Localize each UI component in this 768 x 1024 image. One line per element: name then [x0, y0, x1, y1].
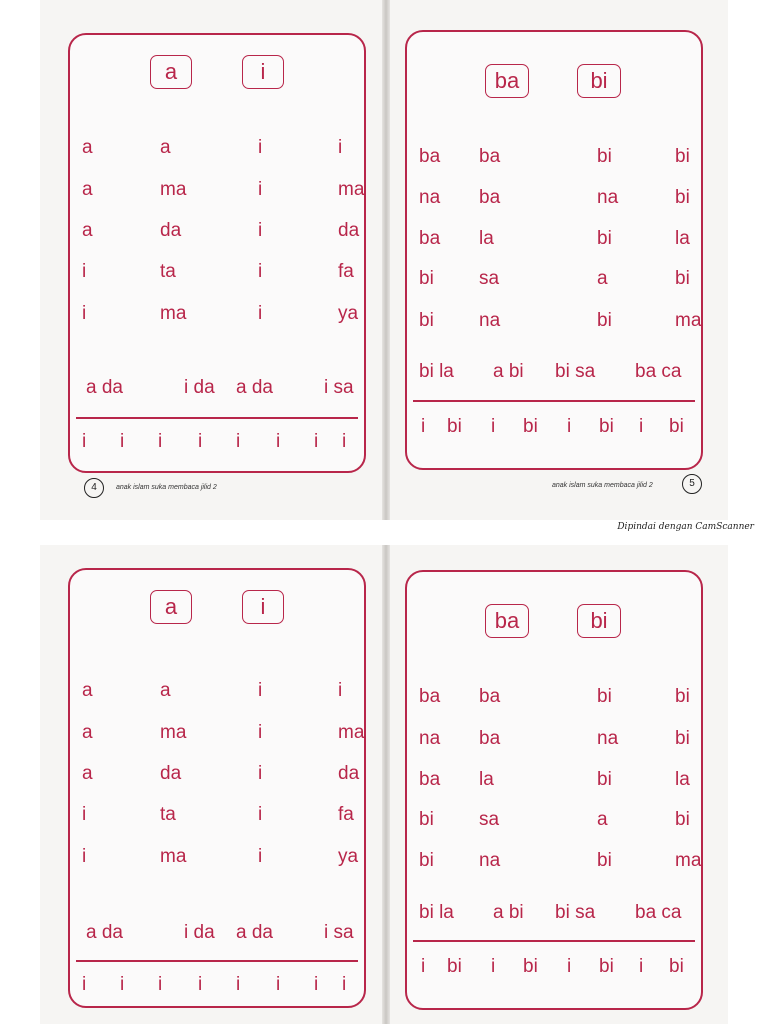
syllable-cell: i [258, 846, 263, 867]
syllable-cell: fa [338, 261, 354, 282]
syllable-cell: bi [675, 686, 690, 707]
syllable-cell: i [258, 220, 263, 241]
bottom-syllable: i [120, 431, 125, 452]
phrase-word: i sa [324, 922, 354, 943]
syllable-cell: ya [338, 846, 359, 867]
divider-line [413, 400, 695, 402]
syllable-cell: bi [419, 310, 434, 331]
syllable-cell: i [82, 303, 87, 324]
bottom-syllable: i [421, 956, 426, 977]
syllable-cell: ma [160, 722, 187, 743]
page-number-4: 4 [84, 478, 104, 498]
book-fold [382, 0, 390, 520]
bottom-syllable: bi [523, 416, 538, 437]
page-number-5: 5 [682, 474, 702, 494]
phrase-word: ba ca [635, 361, 682, 382]
syllable-cell: ba [419, 686, 441, 707]
syllable-cell: da [160, 220, 182, 241]
syllable-cell: ta [160, 804, 176, 825]
syllable-cell: na [597, 728, 619, 749]
phrase-word: bi la [419, 902, 454, 923]
phrase-word: i da [184, 922, 215, 943]
syllable-cell: i [338, 137, 343, 158]
book-fold [382, 545, 390, 1024]
scanner-watermark: Dipindai dengan CamScanner [617, 522, 754, 532]
syllable-cell: ma [338, 722, 365, 743]
header-letter-a: a [150, 55, 192, 89]
syllable-cell: a [82, 137, 93, 158]
bottom-syllable: i [276, 974, 281, 995]
syllable-cell: ma [160, 179, 187, 200]
header-letter-i: i [242, 55, 284, 89]
syllable-cell: bi [675, 268, 690, 289]
right-page-box [405, 570, 703, 1010]
bottom-syllable: i [158, 431, 163, 452]
syllable-cell: na [479, 850, 501, 871]
bottom-syllable: i [567, 416, 572, 437]
syllable-cell: da [160, 763, 182, 784]
bottom-syllable: i [342, 974, 347, 995]
syllable-cell: bi [597, 310, 612, 331]
syllable-cell: a [82, 763, 93, 784]
bottom-syllable: i [491, 956, 496, 977]
syllable-cell: i [82, 846, 87, 867]
phrase-word: a bi [493, 361, 524, 382]
syllable-cell: bi [597, 228, 612, 249]
syllable-cell: ta [160, 261, 176, 282]
page-footer: anak islam suka membaca jilid 2 [116, 484, 217, 491]
bottom-syllable: i [342, 431, 347, 452]
syllable-cell: bi [597, 146, 612, 167]
syllable-cell: bi [419, 809, 434, 830]
header-syllable-ba: ba [485, 64, 529, 98]
syllable-cell: ba [419, 146, 441, 167]
syllable-cell: la [479, 228, 494, 249]
syllable-cell: i [258, 261, 263, 282]
bottom-syllable: i [491, 416, 496, 437]
syllable-cell: i [258, 804, 263, 825]
phrase-word: i sa [324, 377, 354, 398]
syllable-cell: ba [479, 146, 501, 167]
scan-top [40, 0, 728, 520]
bottom-syllable: i [314, 974, 319, 995]
syllable-cell: bi [419, 850, 434, 871]
syllable-cell: ma [675, 310, 702, 331]
right-page-box [405, 30, 703, 470]
bottom-syllable: bi [669, 416, 684, 437]
syllable-cell: ba [479, 187, 501, 208]
syllable-cell: da [338, 763, 360, 784]
phrase-word: bi sa [555, 902, 596, 923]
syllable-cell: ya [338, 303, 359, 324]
syllable-cell: sa [479, 809, 500, 830]
header-syllable-ba: ba [485, 604, 529, 638]
bottom-syllable: bi [447, 956, 462, 977]
divider-line [413, 940, 695, 942]
syllable-cell: bi [675, 146, 690, 167]
syllable-cell: na [479, 310, 501, 331]
syllable-cell: la [675, 228, 690, 249]
bottom-syllable: i [639, 416, 644, 437]
phrase-word: a bi [493, 902, 524, 923]
syllable-cell: ma [160, 846, 187, 867]
syllable-cell: ma [675, 850, 702, 871]
syllable-cell: na [419, 187, 441, 208]
syllable-cell: bi [675, 187, 690, 208]
phrase-word: a da [86, 922, 123, 943]
syllable-cell: sa [479, 268, 500, 289]
syllable-cell: ba [419, 228, 441, 249]
bottom-syllable: bi [523, 956, 538, 977]
syllable-cell: i [258, 179, 263, 200]
syllable-cell: bi [675, 809, 690, 830]
phrase-word: a da [236, 377, 273, 398]
syllable-cell: i [258, 763, 263, 784]
syllable-cell: a [82, 179, 93, 200]
bottom-syllable: i [421, 416, 426, 437]
syllable-cell: a [160, 137, 171, 158]
phrase-word: i da [184, 377, 215, 398]
syllable-cell: bi [597, 850, 612, 871]
syllable-cell: i [258, 680, 263, 701]
bottom-syllable: i [236, 974, 241, 995]
bottom-syllable: i [82, 974, 87, 995]
phrase-word: a da [86, 377, 123, 398]
syllable-cell: i [338, 680, 343, 701]
syllable-cell: a [82, 680, 93, 701]
syllable-cell: ma [160, 303, 187, 324]
syllable-cell: i [82, 804, 87, 825]
bottom-syllable: i [639, 956, 644, 977]
bottom-syllable: i [236, 431, 241, 452]
syllable-cell: la [675, 769, 690, 790]
syllable-cell: bi [597, 769, 612, 790]
header-syllable-bi: bi [577, 64, 621, 98]
bottom-syllable: i [276, 431, 281, 452]
bottom-syllable: i [314, 431, 319, 452]
syllable-cell: a [82, 220, 93, 241]
header-letter-a: a [150, 590, 192, 624]
syllable-cell: na [597, 187, 619, 208]
header-letter-i: i [242, 590, 284, 624]
syllable-cell: i [258, 137, 263, 158]
syllable-cell: bi [675, 728, 690, 749]
divider-line [76, 417, 358, 419]
scan-bottom [40, 545, 728, 1024]
syllable-cell: a [82, 722, 93, 743]
phrase-word: a da [236, 922, 273, 943]
bottom-syllable: i [198, 974, 203, 995]
left-page-box [68, 568, 366, 1008]
header-syllable-bi: bi [577, 604, 621, 638]
syllable-cell: a [160, 680, 171, 701]
syllable-cell: ba [419, 769, 441, 790]
bottom-syllable: i [567, 956, 572, 977]
syllable-cell: fa [338, 804, 354, 825]
phrase-word: bi sa [555, 361, 596, 382]
bottom-syllable: bi [599, 956, 614, 977]
bottom-syllable: i [158, 974, 163, 995]
syllable-cell: i [258, 722, 263, 743]
syllable-cell: da [338, 220, 360, 241]
bottom-syllable: i [198, 431, 203, 452]
bottom-syllable: i [120, 974, 125, 995]
syllable-cell: a [597, 809, 608, 830]
page-footer: anak islam suka membaca jilid 2 [552, 482, 653, 489]
syllable-cell: ma [338, 179, 365, 200]
syllable-cell: i [258, 303, 263, 324]
syllable-cell: bi [419, 268, 434, 289]
syllable-cell: a [597, 268, 608, 289]
phrase-word: ba ca [635, 902, 682, 923]
syllable-cell: bi [597, 686, 612, 707]
syllable-cell: la [479, 769, 494, 790]
syllable-cell: ba [479, 686, 501, 707]
left-page-box [68, 33, 366, 473]
syllable-cell: i [82, 261, 87, 282]
syllable-cell: ba [479, 728, 501, 749]
divider-line [76, 960, 358, 962]
syllable-cell: na [419, 728, 441, 749]
bottom-syllable: i [82, 431, 87, 452]
bottom-syllable: bi [669, 956, 684, 977]
phrase-word: bi la [419, 361, 454, 382]
bottom-syllable: bi [599, 416, 614, 437]
bottom-syllable: bi [447, 416, 462, 437]
